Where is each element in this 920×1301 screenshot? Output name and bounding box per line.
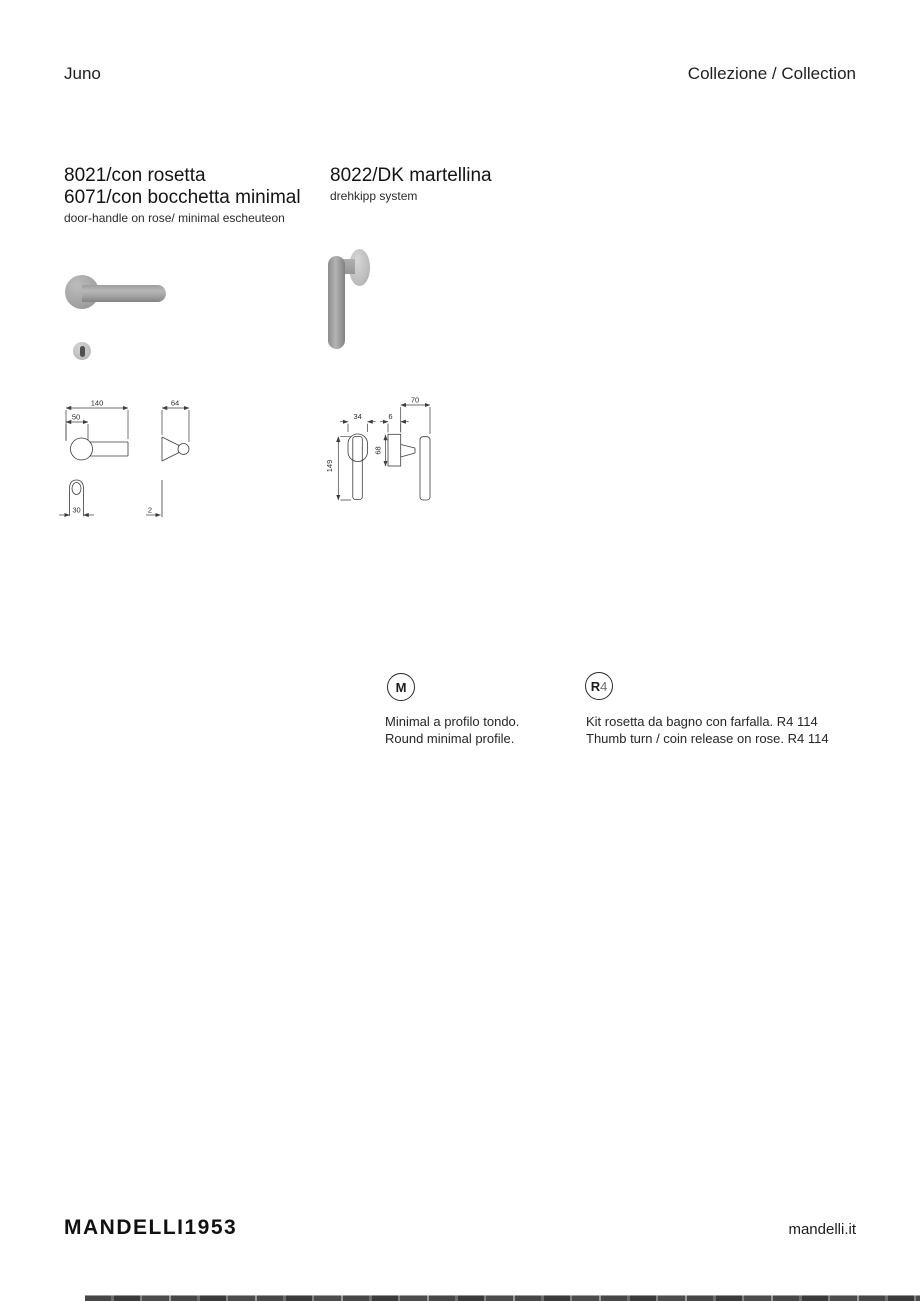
product2-photo: [325, 244, 380, 356]
dim-projection-64: [162, 408, 189, 442]
scan-edge-artifact: [85, 1295, 920, 1301]
dim-50-label: 50: [71, 412, 81, 422]
handle-front-view: [71, 438, 129, 460]
note-minimal-line1: Minimal a profilo tondo.: [385, 714, 520, 729]
product1-code-line2: 6071/con bocchetta minimal: [64, 187, 301, 208]
dim-height-149: [338, 437, 351, 500]
product1-photo: [55, 265, 185, 370]
note-minimal: [385, 714, 519, 747]
window-handle-front-view: [348, 434, 368, 500]
badge-r4: [585, 672, 613, 700]
product1-code-line1: 8021/con rosetta: [64, 165, 206, 186]
brand-wordmark: MANDELLI1953: [64, 1216, 238, 1239]
dim-6-label: 6: [388, 412, 393, 422]
dim-projection-70: [401, 405, 430, 434]
dim-30-label: 30: [72, 505, 81, 515]
dim-149-label: 149: [325, 459, 334, 473]
dim-70-label: 70: [410, 395, 420, 405]
dim-rose-thickness-6: [380, 422, 409, 433]
page-title: Juno: [64, 64, 101, 83]
product2-description: drehkipp system: [330, 189, 418, 203]
note-r4-line2: Thumb turn / coin release on rose. R4 114: [586, 730, 829, 746]
badge-minimal-letter: M: [395, 679, 407, 695]
dim-34-label: 34: [353, 412, 362, 422]
dim-width-34: [340, 422, 376, 432]
dim-64-label: 64: [170, 398, 180, 408]
dim-2-label: 2: [147, 505, 153, 515]
handle-side-view: [162, 437, 189, 461]
product1-title-block: [64, 165, 301, 209]
badge-r4-digit-4: 4: [600, 678, 608, 694]
door-handle-lever: [82, 285, 166, 302]
product2-title-block: [330, 165, 492, 187]
product2-code-line1: 8022/DK martellina: [330, 165, 492, 186]
product2-technical-drawing: [318, 388, 443, 513]
badge-minimal: [387, 673, 415, 701]
window-handle-grip: [328, 256, 345, 349]
collection-label: Collezione / Collection: [687, 64, 856, 83]
keyhole-escutcheon: [73, 342, 91, 360]
note-minimal-line2: Round minimal profile.: [385, 730, 515, 746]
product1-technical-drawing: [55, 393, 200, 528]
dim-68-label: 68: [373, 446, 383, 455]
keyhole-slot: [80, 346, 85, 357]
product1-description: door-handle on rose/ minimal escheuteon: [64, 211, 285, 225]
note-r4-line1: Kit rosetta da bagno con farfalla. R4 114: [586, 714, 818, 729]
note-r4: [586, 714, 829, 747]
dim-140-label: 140: [90, 398, 104, 408]
badge-r4-letter-r: R: [590, 678, 601, 694]
website-link[interactable]: mandelli.it: [788, 1221, 856, 1238]
window-handle-side-view: [388, 434, 430, 500]
